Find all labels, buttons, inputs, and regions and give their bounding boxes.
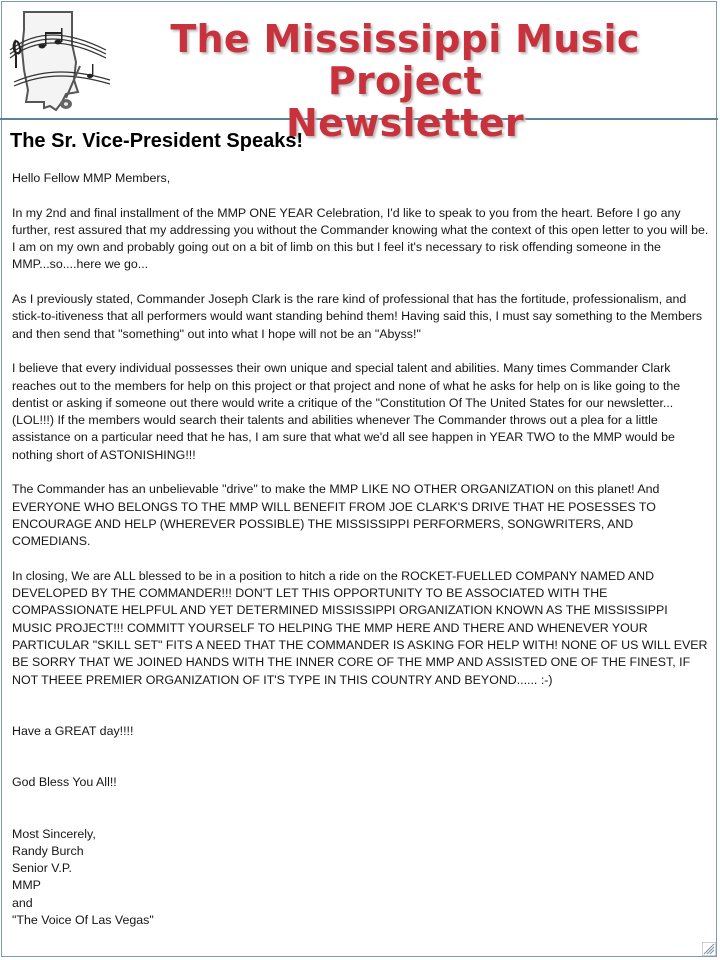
title-line-1: The Mississippi Music Project: [170, 17, 640, 103]
paragraph: The Commander has an unbelievable "drive" to make the MMP LIKE NO OTHER ORGANIZATION on this planet! And EVERYONE WHO BELONGS TO THE MMP WILL BENEFIT FROM JOE CLARK'S DRIVE THAT HE POSESSES TO ENCOURAGE AND HELP (WHEREVER POSSIBLE) THE MISSISSIPPI PERFORMERS, SONGWRITERS, AND COMEDIANS.: [12, 482, 660, 549]
signature-block: [12, 826, 710, 930]
paragraph: I believe that every individual possesses their own unique and special talent and abilities. Many times Commander Clark reaches out to the members for help on this project or that project and none of what he asks for help on is like going to the dentist or asking if someone out there would write a critique of the "Constitution Of The United States for our newsletter...(LOL!!!) If the members would search their talents and abilities whenever The Commander throws out a plea for a little assistance on a particular need that he has, I am sure that what we'd all see happen in YEAR TWO to the MMP would be nothing short of ASTONISHING!!!: [12, 361, 681, 462]
paragraph: In my 2nd and final installment of the MMP ONE YEAR Celebration, I'd like to speak to you from the heart. Before I go any further, rest assured that my addressing you without the Commander knowing what the context of this open letter to you will be. I am on my own and probably going out on a bit of limb on this but I feel it's necessary to risk offending someone in the MMP...so....here we go...: [12, 205, 709, 272]
signature-line: and: [12, 895, 33, 910]
paragraph: As I previously stated, Commander Joseph Clark is the rare kind of professional that has the fortitude, professionalism, and stick-to-itiveness that all performers would want standing behind them! Having said this, I must say something to the Members and then send that "something" out into what I hope will not be an "Abyss!": [12, 292, 703, 341]
page-fold-icon: [702, 942, 716, 956]
mississippi-state-music-logo-icon: [6, 10, 114, 114]
paragraph: In closing, We are ALL blessed to be in a position to hitch a ride on the ROCKET-FUELLED COMPANY NAMED AND DEVELOPED BY THE COMMANDER!!! DON'T LET THIS OPPORTUNITY TO BE ASSOCIATED WITH THE COMPASSIONATE HELPFUL AND YET DETERMINED MISSISSIPPI ORGANIZATION KNOWN AS THE MISSISSIPPI MUSIC PROJECT!!! COMMITT YOURSELF TO HELPING THE MMP HERE AND THERE AND WHENEVER YOUR PARTICULAR "SKILL SET" FITS A NEED THAT THE COMMANDER IS ASKING FOR HELP WITH! NONE OF US WILL EVER BE SORRY THAT WE JOINED HANDS WITH THE INNER CORE OF THE MMP AND ASSISTED ONE OF THE FINEST, IF NOT THEEE PREMIER ORGANIZATION OF IT'S TYPE IN THIS COUNTRY AND BEYOND...... :-): [12, 568, 708, 687]
title-line-2: Newsletter: [286, 101, 524, 145]
signature-nickname: "The Voice Of Las Vegas": [12, 912, 154, 927]
article-headline: The Sr. Vice-President Speaks!: [10, 130, 304, 152]
article-body: [12, 170, 710, 929]
signature-name: Randy Burch: [12, 843, 84, 858]
blessing: God Bless You All!!: [12, 775, 117, 790]
newsletter-title: [100, 18, 710, 144]
signature-title: Senior V.P.: [12, 861, 72, 876]
greeting: Hello Fellow MMP Members,: [12, 171, 171, 185]
signature-line: Most Sincerely,: [12, 826, 96, 841]
closing-greeting: Have a GREAT day!!!!: [12, 723, 134, 738]
signature-org: MMP: [12, 878, 41, 893]
